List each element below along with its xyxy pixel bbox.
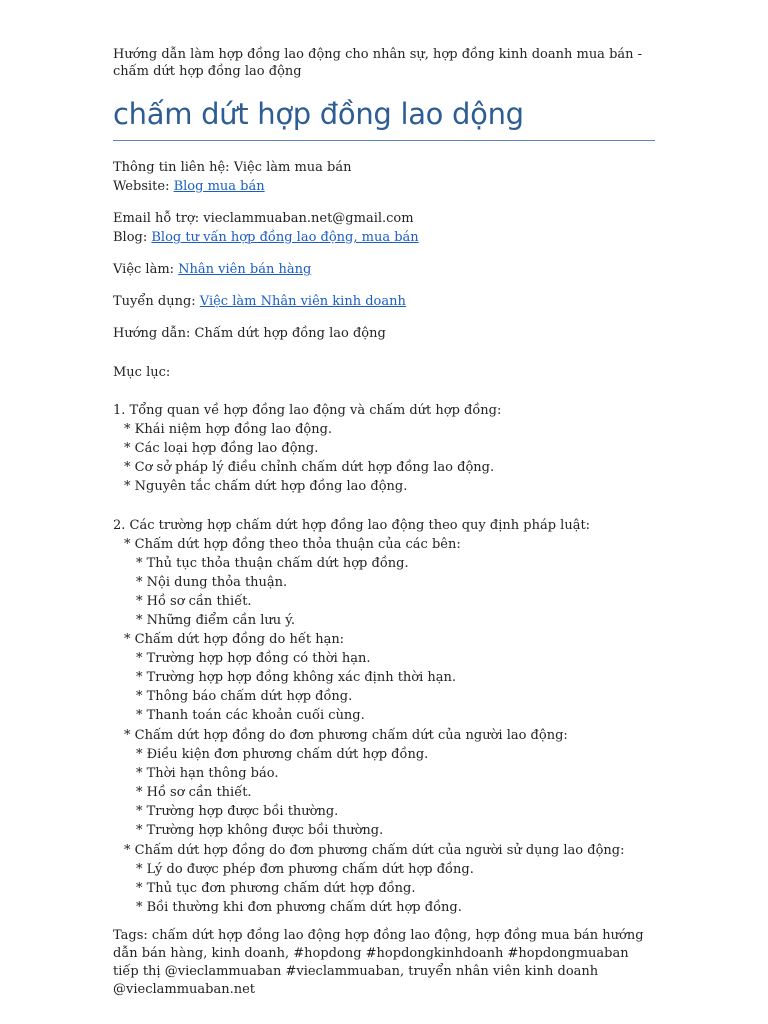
guide-line: Hướng dẫn: Chấm dứt hợp đồng lao động <box>113 326 386 341</box>
section2-item: * Những điểm cần lưu ý. <box>136 613 296 628</box>
section2-item: * Trường hợp được bồi thường. <box>136 804 339 819</box>
email-line <box>113 210 414 228</box>
job-line <box>113 261 311 279</box>
section2-item: * Thủ tục đơn phương chấm dứt hợp đồng. <box>136 881 416 896</box>
recruit-line <box>113 293 406 311</box>
job-label: Việc làm: <box>113 262 179 277</box>
section1-item: * Các loại hợp đồng lao động. <box>124 441 319 456</box>
contact-info-line <box>113 159 352 177</box>
section2-heading: 2. Các trường hợp chấm dứt hợp đồng lao động theo quy định pháp luật: <box>113 518 591 533</box>
recruit-label: Tuyển dụng: <box>113 294 200 309</box>
blog-label: Blog: <box>113 230 152 245</box>
tags-paragraph: Tags: chấm dứt hợp đồng lao động hợp đồng lao động, hợp đồng mua bán hướng dẫn bán hàng, kinh doanh, #hopdong #hopdongkinhdoanh #hopdongmuaban tiếp thị @vieclammuaban #vieclammuaban, truyển nhân viên kinh doanh @vieclammuaban.net <box>113 928 644 997</box>
website-link[interactable]: Blog mua bán <box>173 179 265 194</box>
section1-item: * Nguyên tắc chấm dứt hợp đồng lao động. <box>124 479 408 494</box>
section2-item: * Thanh toán các khoản cuối cùng. <box>136 708 365 723</box>
section2-group-title: * Chấm dứt hợp đồng theo thỏa thuận của các bên: <box>124 537 461 552</box>
blog-line <box>113 229 419 247</box>
contact-info-value: Việc làm mua bán <box>233 160 352 175</box>
section2-item: * Hồ sơ cần thiết. <box>136 785 252 800</box>
header-note: Hướng dẫn làm hợp đồng lao động cho nhân sự, hợp đồng kinh doanh mua bán - chấm dứt hợp đồng lao động <box>113 47 643 79</box>
website-label: Website: <box>113 179 174 194</box>
section2-item: * Bồi thường khi đơn phương chấm dứt hợp đồng. <box>136 900 462 915</box>
toc-label: Mục lục: <box>113 365 171 380</box>
document-title: chấm dứt hợp đồng lao dộng <box>113 97 524 131</box>
recruit-link[interactable]: Việc làm Nhân viên kinh doanh <box>199 294 406 309</box>
title-underline <box>113 140 655 141</box>
section1-heading: 1. Tổng quan về hợp đồng lao động và chấm dứt hợp đồng: <box>113 403 502 418</box>
job-link[interactable]: Nhân viên bán hàng <box>178 262 312 277</box>
section2-item: * Thời hạn thông báo. <box>136 766 279 781</box>
section2-item: * Thủ tục thỏa thuận chấm dứt hợp đồng. <box>136 556 409 571</box>
section2-item: * Lý do được phép đơn phương chấm dứt hợp đồng. <box>136 862 474 877</box>
blog-link[interactable]: Blog tư vấn hợp đồng lao động, mua bán <box>151 230 419 245</box>
section2-item: * Điều kiện đơn phương chấm dứt hợp đồng. <box>136 747 429 762</box>
contact-info-label: Thông tin liên hệ: <box>113 160 234 175</box>
section2-group-title: * Chấm dứt hợp đồng do đơn phương chấm dứt của người sử dụng lao động: <box>124 843 625 858</box>
section2-item: * Thông báo chấm dứt hợp đồng. <box>136 689 353 704</box>
email-label: Email hỗ trợ: <box>113 211 204 226</box>
section2-item: * Trường hợp không được bồi thường. <box>136 823 384 838</box>
section2-item: * Nội dung thỏa thuận. <box>136 575 288 590</box>
section1-item: * Cơ sở pháp lý điều chỉnh chấm dứt hợp đồng lao động. <box>124 460 495 475</box>
section2-item: * Hồ sơ cần thiết. <box>136 594 252 609</box>
section2-group-title: * Chấm dứt hợp đồng do đơn phương chấm dứt của người lao động: <box>124 728 568 743</box>
section1-item: * Khái niệm hợp đồng lao động. <box>124 422 333 437</box>
section2-group-title: * Chấm dứt hợp đồng do hết hạn: <box>124 632 345 647</box>
website-line <box>113 178 265 196</box>
email-value: vieclammuaban.net@gmail.com <box>203 211 414 226</box>
section2-item: * Trường hợp hợp đồng có thời hạn. <box>136 651 371 666</box>
section2-item: * Trường hợp hợp đồng không xác định thời hạn. <box>136 670 457 685</box>
